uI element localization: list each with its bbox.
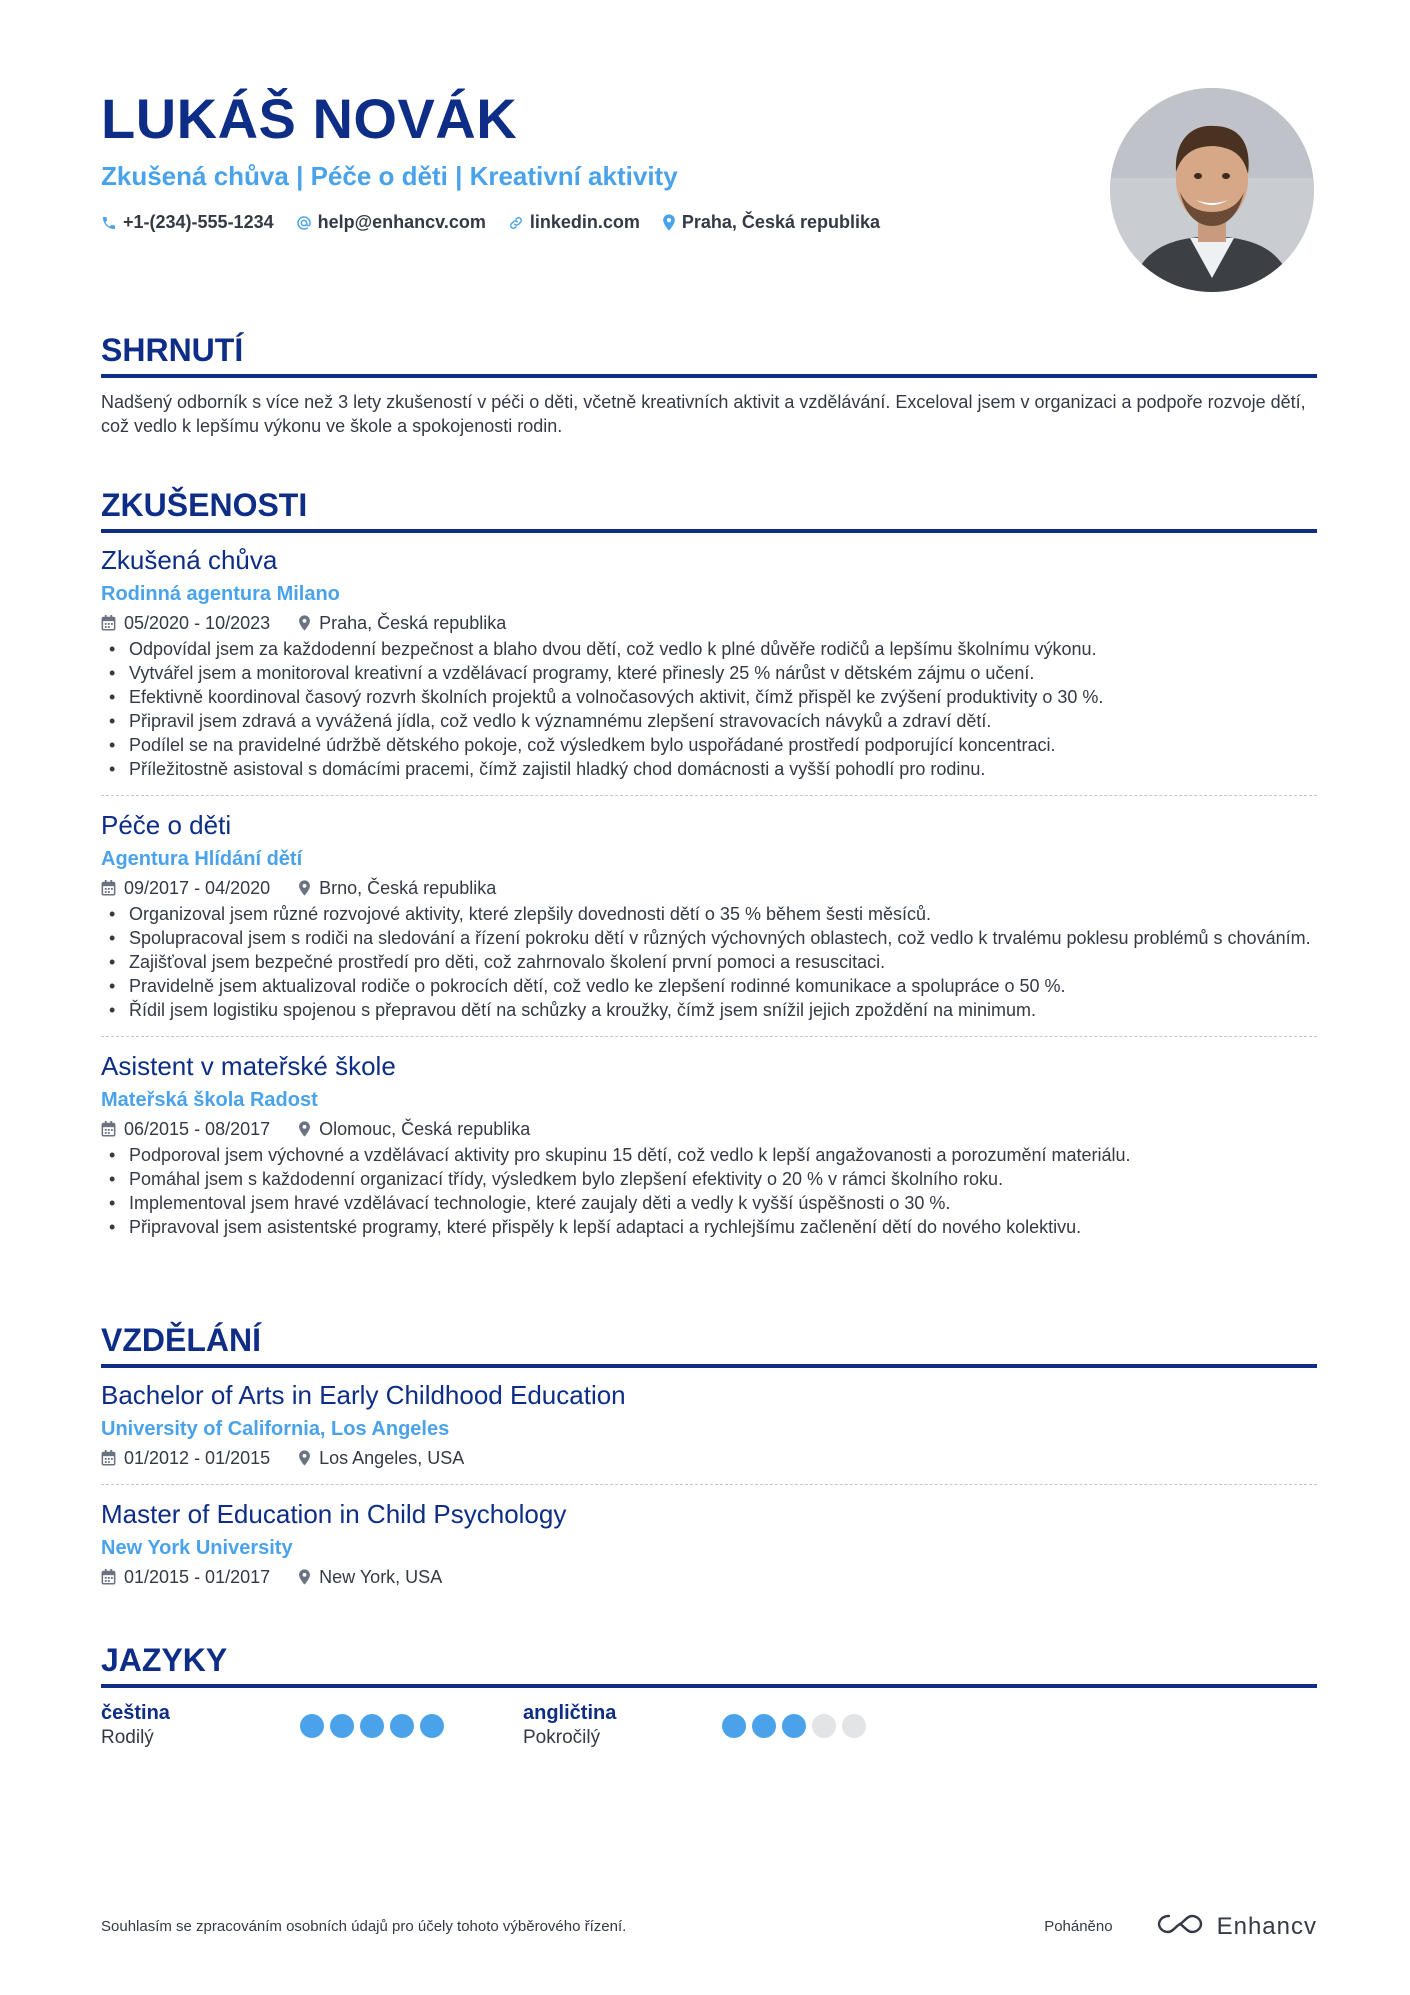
dates-text: 01/2012 - 01/2015 xyxy=(124,1448,271,1468)
linkedin-text: linkedin.com xyxy=(529,212,640,232)
language-level: Rodilý xyxy=(101,1727,154,1748)
calendar-icon xyxy=(101,880,116,896)
powered-by-text: Poháněno xyxy=(1044,1918,1113,1935)
location-pin-icon xyxy=(298,615,311,631)
language-name: angličtina xyxy=(523,1702,617,1724)
education-meta xyxy=(101,1446,1317,1470)
education-dates xyxy=(101,1565,270,1589)
rating-dot-filled xyxy=(390,1714,414,1738)
bullet-item: • Organizoval jsem různé rozvojové aktivity, které zlepšily dovednosti dětí o 35 % během šesti měsíců. xyxy=(101,902,1317,926)
candidate-name: LUKÁŠ NOVÁK xyxy=(101,87,518,150)
job-location xyxy=(298,611,506,635)
calendar-icon xyxy=(101,1121,116,1137)
school-name: New York University xyxy=(101,1537,293,1559)
link-icon xyxy=(508,215,524,231)
language-level: Pokročilý xyxy=(523,1727,601,1748)
bullet-item: • Pomáhal jsem s každodenní organizací třídy, výsledkem bylo zlepšení efektivity o 20 % v rámci školního roku. xyxy=(101,1167,1317,1191)
bullet-item: • Podílel se na pravidelné údržbě dětského pokoje, což výsledkem bylo uspořádané prostředí podporující koncentraci. xyxy=(101,733,1317,757)
rating-dot-filled xyxy=(360,1714,384,1738)
candidate-subtitle: Zkušená chůva | Péče o děti | Kreativní aktivity xyxy=(101,161,678,191)
page-footer xyxy=(101,1912,1317,1941)
contact-linkedin[interactable] xyxy=(508,212,640,233)
job-title: Zkušená chůva xyxy=(101,545,278,575)
bullet-item: • Připravoval jsem asistentské programy, které přispěly k lepší adaptaci a rychlejšímu začlenění dětí do nového kolektivu. xyxy=(101,1215,1317,1239)
location-pin-icon xyxy=(298,880,311,896)
phone-icon xyxy=(101,215,117,231)
education-dates xyxy=(101,1446,270,1470)
education-location xyxy=(298,1446,464,1470)
rating-dot-filled xyxy=(300,1714,324,1738)
employer: Mateřská škola Radost xyxy=(101,1089,318,1111)
education-location xyxy=(298,1565,442,1589)
consent-text: Souhlasím se zpracováním osobních údajů pro účely tohoto výběrového řízení. xyxy=(101,1918,627,1935)
resume-header xyxy=(101,88,1101,233)
languages-heading: JAZYKY xyxy=(101,1640,1317,1688)
language-rating xyxy=(722,1714,866,1750)
bullet-item: • Implementoval jsem hravé vzdělávací technologie, které zaujaly děti a vedly k vyšší úspěšnosti o 30 %. xyxy=(101,1191,1317,1215)
job-meta xyxy=(101,1117,1317,1141)
job-meta xyxy=(101,876,1317,900)
calendar-icon xyxy=(101,1569,116,1585)
employer: Agentura Hlídání dětí xyxy=(101,848,303,870)
experience-entry xyxy=(101,795,1317,1022)
calendar-icon xyxy=(101,615,116,631)
education-section xyxy=(101,1320,1317,1589)
location-text: Brno, Česká republika xyxy=(319,878,497,898)
contact-location xyxy=(662,212,880,233)
job-dates xyxy=(101,1117,270,1141)
bullet-item: • Spolupracoval jsem s rodiči na sledování a řízení pokroku dětí v různých výchovných oblastech, což vedlo k trvalému poklesu problémů s chováním. xyxy=(101,926,1317,950)
contact-phone[interactable] xyxy=(101,212,274,233)
experience-section xyxy=(101,485,1317,1239)
summary-heading: SHRNUTÍ xyxy=(101,330,1317,378)
bullet-item: • Řídil jsem logistiku spojenou s přepravou dětí na schůzky a kroužky, čímž jsem snížil jejich zpoždění na minimum. xyxy=(101,998,1317,1022)
job-dates xyxy=(101,876,270,900)
experience-heading: ZKUŠENOSTI xyxy=(101,485,1317,533)
job-location xyxy=(298,1117,530,1141)
bullet-item: • Pravidelně jsem aktualizoval rodiče o pokrocích dětí, což vedlo ke zlepšení rodinné komunikace a spolupráce o 50 %. xyxy=(101,974,1317,998)
dates-text: 01/2015 - 01/2017 xyxy=(124,1567,271,1587)
job-bullets xyxy=(101,1143,1317,1239)
job-bullets xyxy=(101,902,1317,1022)
summary-section xyxy=(101,330,1317,438)
location-text: Los Angeles, USA xyxy=(319,1448,465,1468)
dates-text: 05/2020 - 10/2023 xyxy=(124,613,271,633)
profile-photo xyxy=(1110,88,1314,292)
contact-list xyxy=(101,212,1101,233)
rating-dot-filled xyxy=(752,1714,776,1738)
job-title: Péče o děti xyxy=(101,810,232,840)
bullet-item: • Zajišťoval jsem bezpečné prostředí pro děti, což zahrnovalo školení první pomoci a resuscitaci. xyxy=(101,950,1317,974)
dates-text: 09/2017 - 04/2020 xyxy=(124,878,271,898)
experience-entry xyxy=(101,1036,1317,1239)
location-text: Praha, Česká republika xyxy=(681,212,881,232)
job-dates xyxy=(101,611,270,635)
experience-entry xyxy=(101,533,1317,781)
location-text: New York, USA xyxy=(319,1567,443,1587)
language-item xyxy=(523,1700,945,1750)
rating-dot-empty xyxy=(842,1714,866,1738)
bullet-item: • Efektivně koordinoval časový rozvrh školních projektů a volnočasových aktivit, čímž přispěl ke zvýšení produktivity o 30 %. xyxy=(101,685,1317,709)
location-pin-icon xyxy=(662,214,676,231)
degree-title: Bachelor of Arts in Early Childhood Education xyxy=(101,1380,626,1410)
language-rating xyxy=(300,1714,444,1750)
rating-dot-empty xyxy=(812,1714,836,1738)
rating-dot-filled xyxy=(722,1714,746,1738)
dates-text: 06/2015 - 08/2017 xyxy=(124,1119,271,1139)
contact-email[interactable] xyxy=(296,212,486,233)
education-entry xyxy=(101,1484,1317,1589)
calendar-icon xyxy=(101,1450,116,1466)
location-pin-icon xyxy=(298,1121,311,1137)
education-entry xyxy=(101,1368,1317,1470)
bullet-item: • Odpovídal jsem za každodenní bezpečnost a blaho dvou dětí, což vedlo k plné důvěře rodičů a lepšímu školnímu výkonu. xyxy=(101,637,1317,661)
employer: Rodinná agentura Milano xyxy=(101,583,340,605)
language-name: čeština xyxy=(101,1702,170,1724)
location-pin-icon xyxy=(298,1450,311,1466)
phone-text: +1-(234)-555-1234 xyxy=(123,212,274,232)
job-location xyxy=(298,876,496,900)
education-heading: VZDĚLÁNÍ xyxy=(101,1320,1317,1368)
location-pin-icon xyxy=(298,1569,311,1585)
bullet-item: • Podporoval jsem výchovné a vzdělávací aktivity pro skupinu 15 dětí, což vedlo k lepší angažovanosti a porozumění materiálu. xyxy=(101,1143,1317,1167)
job-title: Asistent v mateřské škole xyxy=(101,1051,396,1081)
summary-text: Nadšený odborník s více než 3 lety zkušeností v péči o děti, včetně kreativních aktivit a vzdělávání. Exceloval jsem v organizaci a podpoře rozvoje dětí, což vedlo k lepšímu výkonu ve škole a spokojenosti rodin. xyxy=(101,392,1306,436)
language-item xyxy=(101,1700,523,1750)
degree-title: Master of Education in Child Psychology xyxy=(101,1499,567,1529)
rating-dot-filled xyxy=(420,1714,444,1738)
rating-dot-filled xyxy=(782,1714,806,1738)
enhancv-logo-icon xyxy=(1157,1912,1203,1941)
language-list xyxy=(101,1700,1317,1750)
education-meta xyxy=(101,1565,1317,1589)
at-icon xyxy=(296,215,312,231)
brand-name: Enhancv xyxy=(1216,1912,1317,1940)
brand-block xyxy=(1044,1912,1317,1941)
email-text: help@enhancv.com xyxy=(317,212,486,232)
school-name: University of California, Los Angeles xyxy=(101,1418,450,1440)
location-text: Praha, Česká republika xyxy=(319,613,507,633)
bullet-item: • Vytvářel jsem a monitoroval kreativní a vzdělávací programy, které přinesly 25 % nárůst v dětském zájmu o učení. xyxy=(101,661,1317,685)
location-text: Olomouc, Česká republika xyxy=(319,1119,531,1139)
rating-dot-filled xyxy=(330,1714,354,1738)
languages-section xyxy=(101,1640,1317,1750)
job-bullets xyxy=(101,637,1317,781)
bullet-item: • Příležitostně asistoval s domácími pracemi, čímž zajistil hladký chod domácnosti a vyšší pohodlí pro rodinu. xyxy=(101,757,1317,781)
job-meta xyxy=(101,611,1317,635)
bullet-item: • Připravil jsem zdravá a vyvážená jídla, což vedlo k významnému zlepšení stravovacích návyků a zdraví dětí. xyxy=(101,709,1317,733)
avatar-illustration xyxy=(1110,88,1314,292)
